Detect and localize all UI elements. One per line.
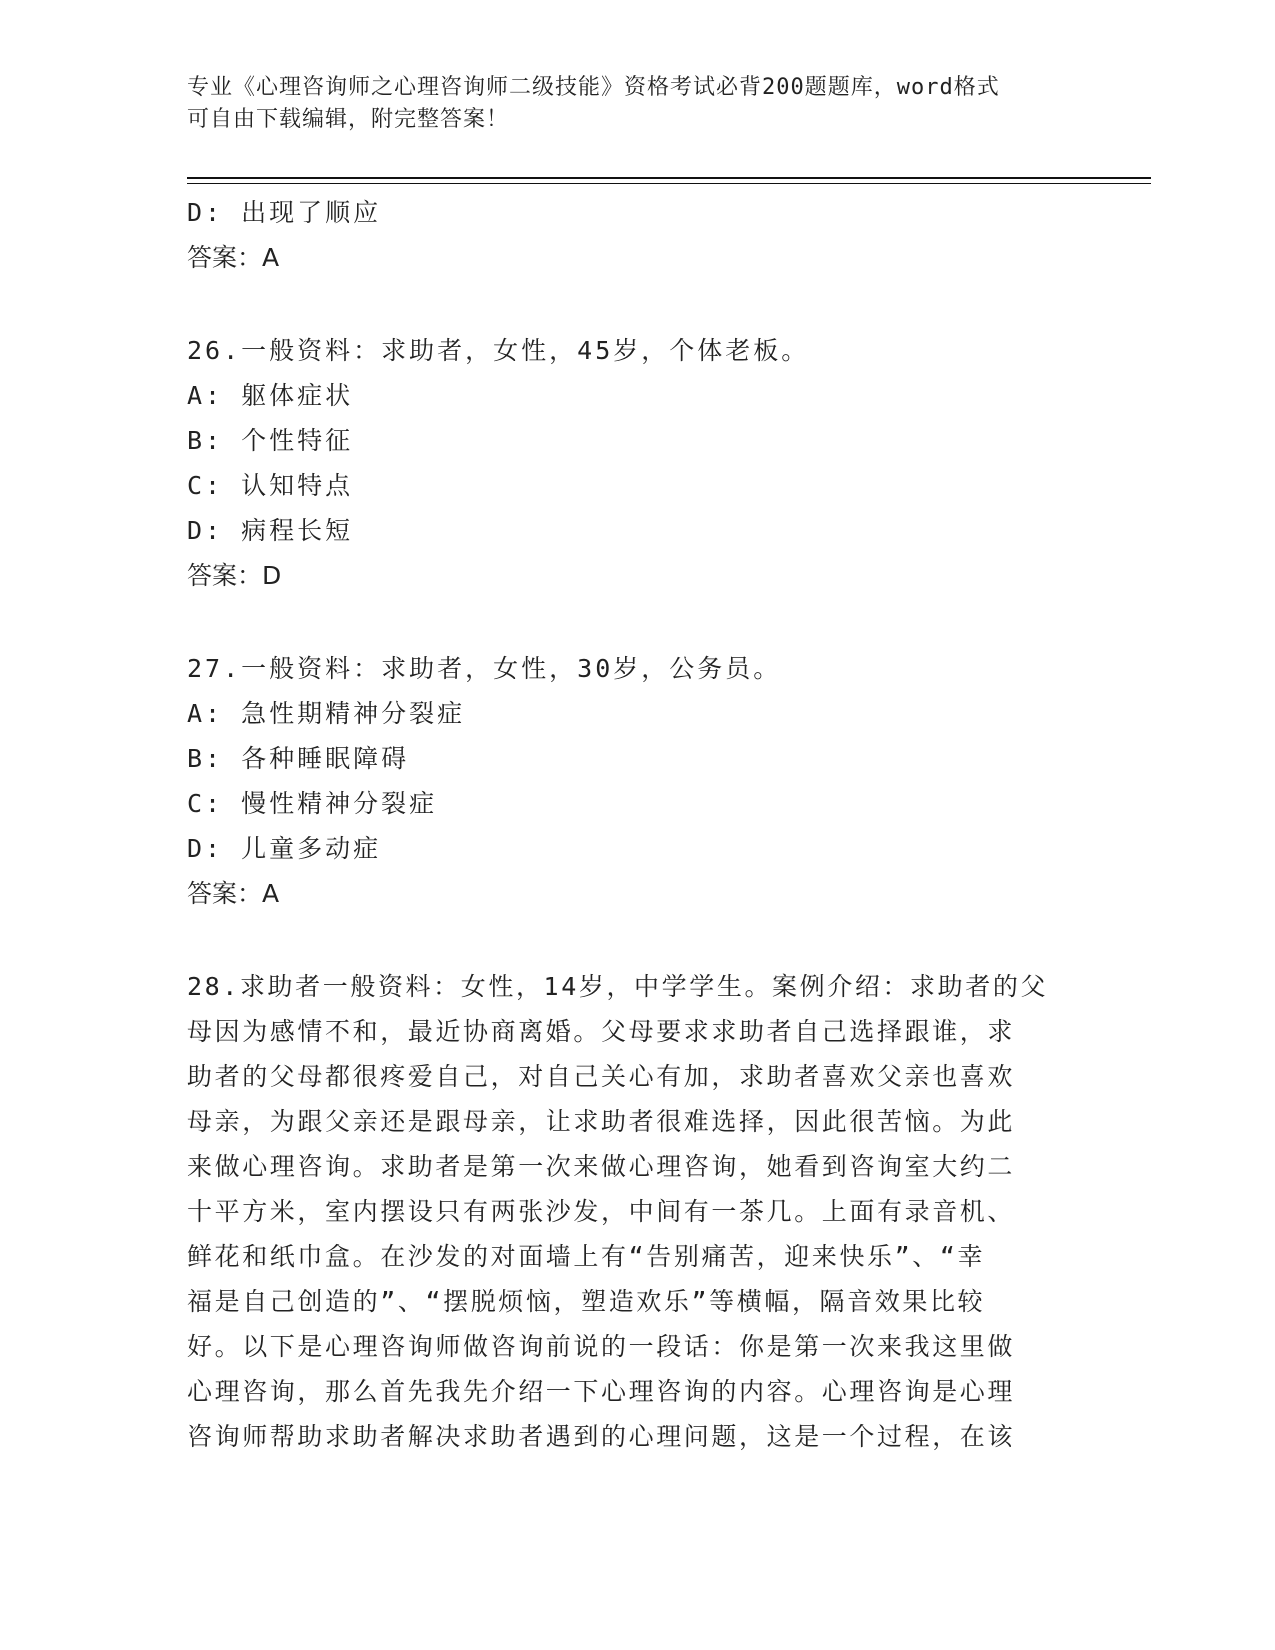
q26-option-b: B: 个性特征 — [187, 426, 354, 455]
q28-line: 鲜花和纸巾盒。在沙发的对面墙上有“告别痛苦，迎来快乐”、“幸 — [187, 1242, 986, 1271]
spacer — [187, 598, 1087, 646]
q27-stem: 27.一般资料：求助者，女性，30岁，公务员。 — [187, 654, 782, 683]
q28-line: 福是自己创造的”、“摆脱烦恼，塑造欢乐”等横幅，隔音效果比较 — [187, 1287, 986, 1316]
q28-line: 28.求助者一般资料：女性，14岁，中学学生。案例介绍：求助者的父 — [187, 972, 1049, 1001]
q27-option-c: C: 慢性精神分裂症 — [187, 789, 438, 818]
q28-paragraph — [187, 964, 1087, 1459]
spacer — [187, 916, 1087, 964]
q28-line: 助者的父母都很疼爱自己，对自己关心有加，求助者喜欢父亲也喜欢 — [187, 1062, 1016, 1091]
header-divider-thick — [187, 177, 1151, 179]
q27-option-d: D: 儿童多动症 — [187, 834, 382, 863]
header-line-2: 可自由下载编辑，附完整答案！ — [187, 107, 510, 132]
q27-answer: 答案：A — [187, 879, 280, 908]
q25-option-d: D: 出现了顺应 — [187, 198, 382, 227]
header-divider-thin — [187, 183, 1151, 184]
q28-line: 咨询师帮助求助者解决求助者遇到的心理问题，这是一个过程，在该 — [187, 1422, 1016, 1451]
header-line-1: 专业《心理咨询师之心理咨询师二级技能》资格考试必背200题题库，word格式 — [187, 75, 1000, 100]
spacer — [187, 280, 1087, 328]
q27-option-a: A: 急性期精神分裂症 — [187, 699, 466, 728]
document-header — [187, 72, 1087, 136]
q28-line: 来做心理咨询。求助者是第一次来做心理咨询，她看到咨询室大约二 — [187, 1152, 1016, 1181]
q26-option-c: C: 认知特点 — [187, 471, 354, 500]
document-body — [187, 190, 1087, 1459]
q25-answer: 答案：A — [187, 243, 280, 272]
q26-answer: 答案：D — [187, 561, 282, 590]
q27-option-b: B: 各种睡眠障碍 — [187, 744, 410, 773]
q28-line: 十平方米，室内摆设只有两张沙发，中间有一茶几。上面有录音机、 — [187, 1197, 1016, 1226]
q28-line: 心理咨询，那么首先我先介绍一下心理咨询的内容。心理咨询是心理 — [187, 1377, 1016, 1406]
q28-line: 母亲，为跟父亲还是跟母亲，让求助者很难选择，因此很苦恼。为此 — [187, 1107, 1016, 1136]
q26-stem: 26.一般资料：求助者，女性，45岁，个体老板。 — [187, 336, 810, 365]
q28-line: 母因为感情不和，最近协商离婚。父母要求求助者自己选择跟谁，求 — [187, 1017, 1016, 1046]
q26-option-a: A: 躯体症状 — [187, 381, 354, 410]
q28-line: 好。以下是心理咨询师做咨询前说的一段话：你是第一次来我这里做 — [187, 1332, 1016, 1361]
q26-option-d: D: 病程长短 — [187, 516, 354, 545]
